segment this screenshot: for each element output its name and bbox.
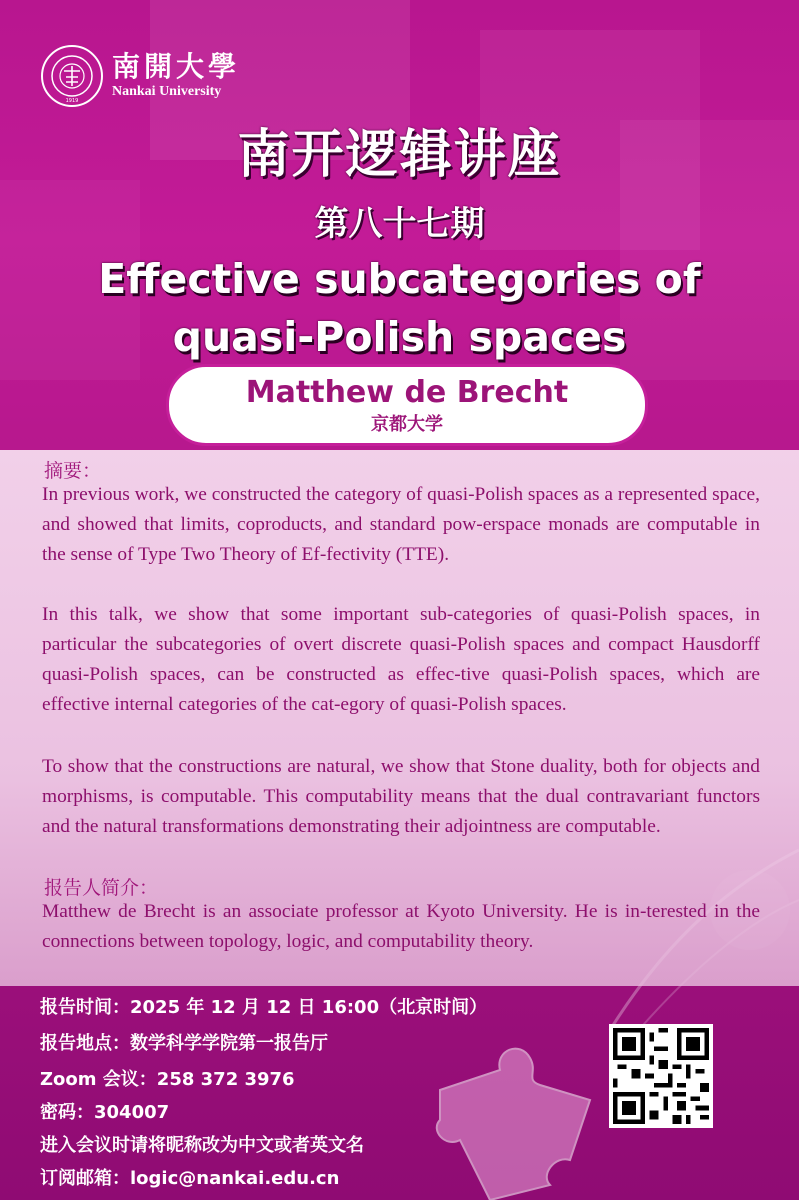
talk-title-line-2: quasi-Polish spaces (172, 313, 627, 361)
speaker-affiliation: 京都大学 (371, 414, 443, 435)
speaker-name: Matthew de Brecht (245, 375, 569, 410)
zoom-meeting-id: Zoom 会议：258 372 3976 (40, 1069, 295, 1090)
abstract-heading: 摘要： (44, 460, 102, 482)
bio-heading: 报告人简介： (44, 877, 159, 899)
abstract-paragraph-1: In previous work, we constructed the category of quasi-Polish spaces as a represented space, and showed that limits, coproducts, and standard pow-erspace monads are computable in the sense of Type Two Theory of Ef-fectivity (TTE). (42, 484, 760, 565)
talk-title-line-1: Effective subcategories of (98, 255, 701, 303)
abstract-paragraph-3: To show that the constructions are natural, we show that Stone duality, both for objects and morphisms, is computable. This computability means that the dual contravariant functors and the natural transformations demonstrating their adjointness are computable. (42, 756, 760, 837)
bio-text: Matthew de Brecht is an associate professor at Kyoto University. He is in-terested in the connections between topology, logic, and computability theory. (42, 901, 760, 952)
event-location: 报告地点：数学科学学院第一报告厅 (40, 1033, 328, 1054)
issue-number: 第八十七期 (314, 204, 485, 244)
qr-code-icon[interactable] (609, 1024, 713, 1128)
university-seal-icon (40, 44, 104, 108)
svg-text:1919: 1919 (65, 98, 79, 104)
university-name-cn: 南開大學 (112, 50, 241, 83)
university-name-en: Nankai University (112, 84, 222, 99)
university-logo (40, 44, 240, 108)
meeting-password: 密码：304007 (40, 1102, 170, 1123)
talk-title (0, 250, 799, 366)
puzzle-piece-icon (400, 1010, 640, 1200)
event-time: 报告时间：2025 年 12 月 12 日 16:00（北京时间） (40, 997, 488, 1018)
subscribe-email: 订阅邮箱：logic@nankai.edu.cn (40, 1168, 340, 1189)
nickname-note: 进入会议时请将昵称改为中文或者英文名 (40, 1135, 364, 1156)
speaker-badge (166, 364, 648, 446)
series-title: 南开逻辑讲座 (237, 125, 562, 185)
abstract-paragraph-2: In this talk, we show that some important sub-categories of quasi-Polish spaces, in particular the subcategories of overt discrete quasi-Polish spaces and compact Hausdorff quasi-Polish spaces, can be constructed as effec-tive quasi-Polish spaces, which are effective internal categories of the cat-egory of quasi-Polish spaces. (42, 604, 760, 715)
